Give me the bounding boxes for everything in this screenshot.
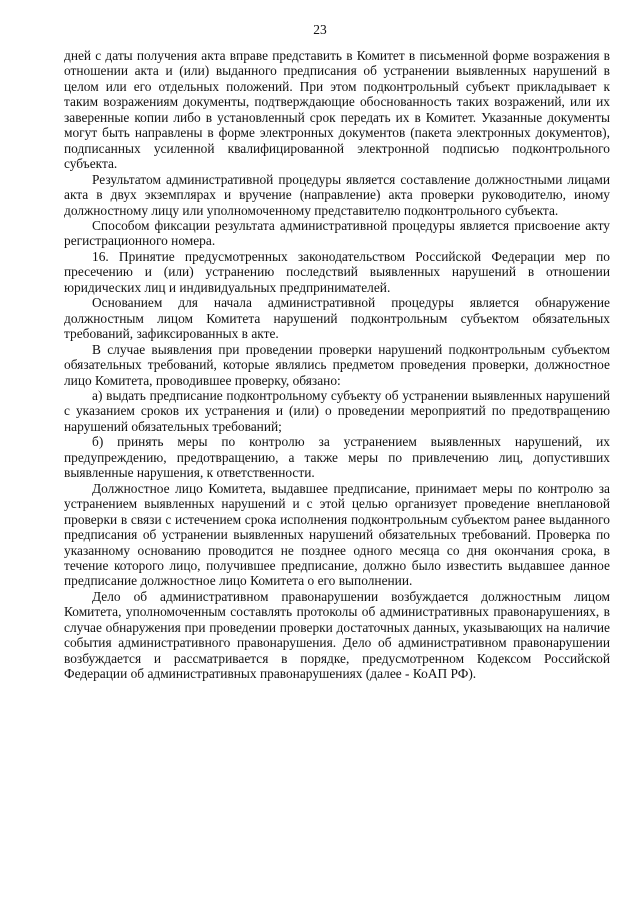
document-body: [64, 48, 610, 682]
paragraph-administrative-case: Дело об административном правонарушении возбуждается должностным лицом Комитета, уполномоченным составлять протоколы об административных правонарушениях, в случае обнаружения при проведении проверки достаточных данных, указывающих на наличие события административного правонарушения. Дело об административном правонарушении возбуждается и рассматривается в порядке, предусмотренном Кодексом Российской Федерации об административных правонарушениях (далее - КоАП РФ).: [64, 588, 610, 682]
page-number: 23: [313, 22, 327, 37]
paragraph-inspection-violations: В случае выявления при проведении проверки нарушений подконтрольным субъектом обязательных требований, которые являлись предметом проведения проверки, должностное лицо Комитета, проводившее проверку, обязано:: [64, 341, 610, 388]
paragraph-procedure-result: Результатом административной процедуры является составление должностными лицами акта в двух экземплярах и вручение (направление) акта проверки руководителю, иному должностному лицу или уполномоченному представителю подконтрольного субъекта.: [64, 171, 610, 218]
paragraph-procedure-basis: Основанием для начала административной процедуры является обнаружение должностным лицом Комитета нарушений подконтрольным субъектом обязательных требований, зафиксированных в акте.: [64, 295, 610, 342]
paragraph-item-b: б) принять меры по контролю за устранением выявленных нарушений, их предупреждению, предотвращению, а также меры по привлечению лиц, допустивших выявленные нарушения, к ответственности.: [64, 434, 610, 481]
paragraph-fixation-method: Способом фиксации результата административной процедуры является присвоение акту регистрационного номера.: [64, 217, 610, 249]
paragraph-item-a: а) выдать предписание подконтрольному субъекту об устранении выявленных нарушений с указанием сроков их устранения и (или) о проведении мероприятий по предотвращению нарушений обязательных требований;: [64, 387, 610, 434]
paragraph-section-16: 16. Принятие предусмотренных законодательством Российской Федерации мер по пресечению и (или) устранению последствий выявленных нарушений в отношении юридических лиц и индивидуальных предпринимателей.: [64, 248, 610, 295]
paragraph-continuation-objections: дней с даты получения акта вправе представить в Комитет в письменной форме возражения в отношении акта и (или) выданного предписания об устранении выявленных нарушений в целом или его отдельных положений. При этом подконтрольный субъект прикладывает к таким возражениям документы, подтверждающие обоснованность таких возражений, или их заверенные копии либо в установленный срок передать их в Комитет. Указанные документы могут быть направлены в форме электронных документов (пакета электронных документов), подписанных усиленной квалифицированной электронной подписью подконтрольного субъекта.: [64, 48, 610, 172]
paragraph-official-measures: Должностное лицо Комитета, выдавшее предписание, принимает меры по контролю за устранением выявленных нарушений и с этой целью организует проведение внеплановой проверки в связи с истечением срока исполнения подконтрольным субъектом ранее выданного предписания об устранении выявленных нарушений обязательных требований. Проверка по указанному основанию проводится не позднее одного месяца со дня окончания срока, в течение которого лицо, получившее предписание, должно было известить выдавшее данное предписание должностное лицо Комитета о его выполнении.: [64, 480, 610, 589]
